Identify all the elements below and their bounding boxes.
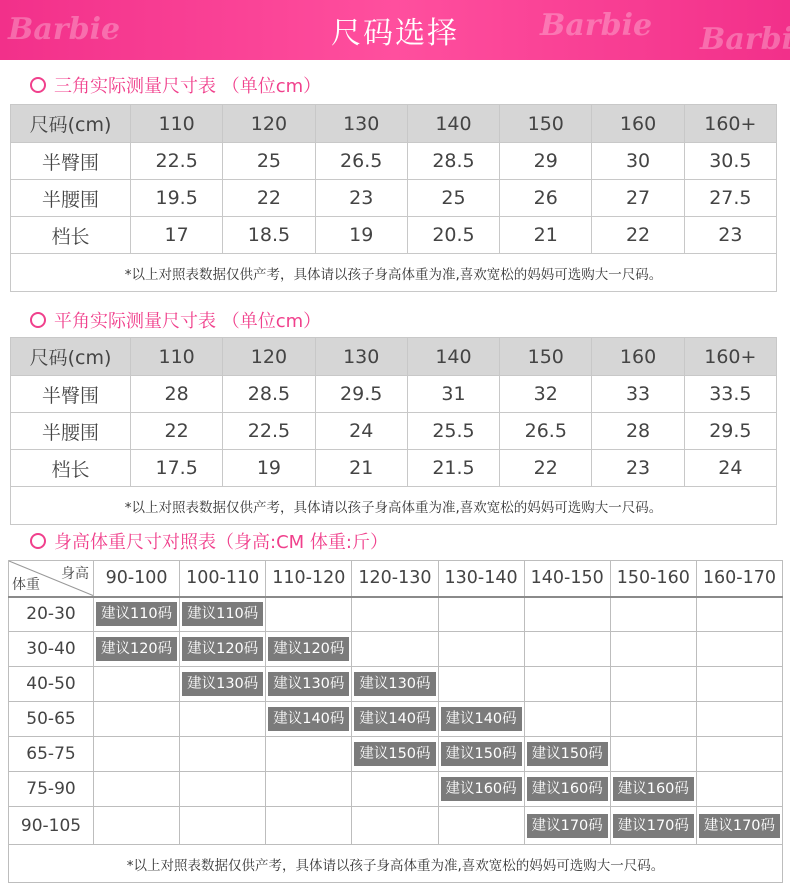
recommendation-cell xyxy=(180,667,266,702)
table-row xyxy=(9,702,783,737)
measurement-value: 22 xyxy=(223,180,315,217)
table-row xyxy=(9,772,783,807)
recommendation-cell xyxy=(524,597,610,632)
measurement-value: 17 xyxy=(131,217,223,254)
measurement-value: 31 xyxy=(407,376,499,413)
table-row xyxy=(9,632,783,667)
height-range-header: 130-140 xyxy=(438,561,524,597)
measurement-value: 26.5 xyxy=(315,143,407,180)
barbie-watermark-logo: Barbie xyxy=(8,12,121,47)
measurement-value: 24 xyxy=(315,413,407,450)
table-header-row xyxy=(11,338,777,376)
size-header-cell: 160 xyxy=(592,338,684,376)
measurement-value: 26.5 xyxy=(500,413,592,450)
table-header-row xyxy=(11,105,777,143)
size-header-cell: 110 xyxy=(131,338,223,376)
measurement-value: 22.5 xyxy=(223,413,315,450)
recommendation-cell xyxy=(352,807,438,845)
measurement-label: 半腰围 xyxy=(11,180,131,217)
size-recommendation-badge: 建议140码 xyxy=(354,707,435,731)
measurement-value: 21 xyxy=(315,450,407,487)
size-recommendation-badge: 建议150码 xyxy=(441,742,522,766)
recommendation-cell xyxy=(610,737,696,772)
recommendation-cell xyxy=(524,737,610,772)
size-header-cell: 110 xyxy=(131,105,223,143)
height-weight-table xyxy=(8,560,783,845)
measurement-value: 30.5 xyxy=(684,143,776,180)
recommendation-cell xyxy=(524,772,610,807)
size-label-header: 尺码(cm) xyxy=(11,105,131,143)
size-recommendation-badge: 建议150码 xyxy=(354,742,435,766)
height-range-header: 110-120 xyxy=(266,561,352,597)
size-header-cell: 160 xyxy=(592,105,684,143)
table-row xyxy=(9,597,783,632)
measurement-value: 19 xyxy=(315,217,407,254)
table-row xyxy=(9,667,783,702)
recommendation-cell xyxy=(266,597,352,632)
height-axis-label: 身高 xyxy=(61,566,89,582)
measurement-value: 33 xyxy=(592,376,684,413)
size-label-header: 尺码(cm) xyxy=(11,338,131,376)
measurement-value: 24 xyxy=(684,450,776,487)
recommendation-cell xyxy=(696,702,782,737)
size-recommendation-badge: 建议130码 xyxy=(182,672,263,696)
recommendation-cell xyxy=(352,772,438,807)
height-header-row xyxy=(9,561,783,597)
measurement-value: 19.5 xyxy=(131,180,223,217)
measurement-value: 17.5 xyxy=(131,450,223,487)
size-header-cell: 160+ xyxy=(684,105,776,143)
measurement-value: 21.5 xyxy=(407,450,499,487)
measurement-value: 29.5 xyxy=(684,413,776,450)
recommendation-cell xyxy=(266,702,352,737)
size-header-cell: 150 xyxy=(500,105,592,143)
recommendation-cell xyxy=(266,807,352,845)
size-recommendation-badge: 建议140码 xyxy=(441,707,522,731)
measurement-value: 28 xyxy=(131,376,223,413)
recommendation-cell xyxy=(696,597,782,632)
measurement-value: 28.5 xyxy=(407,143,499,180)
measurement-label: 档长 xyxy=(11,450,131,487)
recommendation-cell xyxy=(352,597,438,632)
size-recommendation-badge: 建议170码 xyxy=(527,814,608,838)
recommendation-cell xyxy=(610,807,696,845)
section-title-text: 三角实际测量尺寸表 （单位cm） xyxy=(54,76,322,97)
size-recommendation-badge: 建议160码 xyxy=(527,777,608,801)
section-title-text: 平角实际测量尺寸表 （单位cm） xyxy=(54,311,322,332)
recommendation-cell xyxy=(438,807,524,845)
recommendation-cell xyxy=(610,772,696,807)
size-recommendation-badge: 建议120码 xyxy=(268,637,349,661)
weight-range-label: 40-50 xyxy=(9,667,94,702)
measurement-value: 32 xyxy=(500,376,592,413)
measurement-label: 档长 xyxy=(11,217,131,254)
recommendation-cell xyxy=(524,702,610,737)
table-row xyxy=(11,217,777,254)
recommendation-cell xyxy=(352,702,438,737)
size-recommendation-badge: 建议130码 xyxy=(354,672,435,696)
recommendation-cell xyxy=(180,807,266,845)
height-range-header: 140-150 xyxy=(524,561,610,597)
table-row xyxy=(9,737,783,772)
recommendation-cell xyxy=(94,597,180,632)
section-title-briefs xyxy=(30,72,321,98)
measurement-value: 22 xyxy=(592,217,684,254)
section-title-boxers xyxy=(30,307,321,333)
circle-icon xyxy=(30,312,46,328)
footnote: *以上对照表数据仅供产考，具体请以孩子身高体重为准,喜欢宽松的妈妈可选购大一尺码。 xyxy=(11,487,777,525)
height-range-header: 120-130 xyxy=(352,561,438,597)
size-recommendation-badge: 建议150码 xyxy=(527,742,608,766)
recommendation-cell xyxy=(696,737,782,772)
measurement-value: 20.5 xyxy=(407,217,499,254)
size-header-cell: 130 xyxy=(315,105,407,143)
circle-icon xyxy=(30,533,46,549)
measurement-value: 25 xyxy=(407,180,499,217)
page-title: 尺码选择 xyxy=(331,16,459,51)
footnote: *以上对照表数据仅供产考，具体请以孩子身高体重为准,喜欢宽松的妈妈可选购大一尺码。 xyxy=(11,254,777,292)
weight-range-label: 50-65 xyxy=(9,702,94,737)
table-row xyxy=(11,143,777,180)
measurement-value: 30 xyxy=(592,143,684,180)
barbie-watermark-logo: Barbie xyxy=(700,22,812,57)
recommendation-cell xyxy=(610,597,696,632)
height-range-header: 100-110 xyxy=(180,561,266,597)
table-row xyxy=(11,376,777,413)
weight-axis-label: 体重 xyxy=(12,576,40,593)
measurement-value: 25 xyxy=(223,143,315,180)
recommendation-cell xyxy=(352,632,438,667)
table-row xyxy=(11,413,777,450)
size-recommendation-badge: 建议160码 xyxy=(441,777,522,801)
recommendation-cell xyxy=(524,667,610,702)
measurement-value: 19 xyxy=(223,450,315,487)
recommendation-cell xyxy=(610,702,696,737)
recommendation-cell xyxy=(438,597,524,632)
recommendation-cell xyxy=(180,597,266,632)
size-header-cell: 140 xyxy=(407,105,499,143)
measurement-value: 27 xyxy=(592,180,684,217)
measurement-label: 半臀围 xyxy=(11,376,131,413)
recommendation-cell xyxy=(524,807,610,845)
recommendation-cell xyxy=(696,632,782,667)
size-recommendation-badge: 建议140码 xyxy=(268,707,349,731)
section-title-height-weight xyxy=(30,528,388,554)
size-header-cell: 140 xyxy=(407,338,499,376)
measurement-value: 18.5 xyxy=(223,217,315,254)
height-range-header: 160-170 xyxy=(696,561,782,597)
measurement-value: 22 xyxy=(500,450,592,487)
recommendation-cell xyxy=(94,807,180,845)
measurement-value: 29 xyxy=(500,143,592,180)
recommendation-cell xyxy=(94,702,180,737)
measurement-value: 28.5 xyxy=(223,376,315,413)
recommendation-cell xyxy=(696,807,782,845)
measurement-value: 22 xyxy=(131,413,223,450)
section-title-text: 身高体重尺寸对照表（身高:CM 体重:斤） xyxy=(54,532,388,553)
measurement-value: 25.5 xyxy=(407,413,499,450)
briefs-size-table xyxy=(10,104,777,292)
height-range-header: 90-100 xyxy=(94,561,180,597)
measurement-value: 29.5 xyxy=(315,376,407,413)
table-row xyxy=(11,180,777,217)
recommendation-cell xyxy=(438,737,524,772)
size-header-cell: 150 xyxy=(500,338,592,376)
recommendation-cell xyxy=(696,772,782,807)
weight-range-label: 30-40 xyxy=(9,632,94,667)
recommendation-cell xyxy=(94,772,180,807)
size-recommendation-badge: 建议120码 xyxy=(96,637,177,661)
size-header-cell: 130 xyxy=(315,338,407,376)
note-row xyxy=(11,487,777,525)
recommendation-cell xyxy=(610,632,696,667)
recommendation-cell xyxy=(438,772,524,807)
header-banner xyxy=(0,0,812,60)
weight-range-label: 75-90 xyxy=(9,772,94,807)
size-recommendation-badge: 建议170码 xyxy=(699,814,780,838)
table-row xyxy=(11,450,777,487)
recommendation-cell xyxy=(438,667,524,702)
recommendation-cell xyxy=(266,632,352,667)
recommendation-cell xyxy=(94,667,180,702)
measurement-value: 23 xyxy=(684,217,776,254)
table-row xyxy=(9,807,783,845)
size-header-cell: 160+ xyxy=(684,338,776,376)
recommendation-cell xyxy=(352,667,438,702)
size-recommendation-badge: 建议120码 xyxy=(182,637,263,661)
recommendation-cell xyxy=(524,632,610,667)
boxers-size-table xyxy=(10,337,777,525)
recommendation-cell xyxy=(180,737,266,772)
size-recommendation-badge: 建议170码 xyxy=(613,814,694,838)
recommendation-cell xyxy=(352,737,438,772)
recommendation-cell xyxy=(696,667,782,702)
recommendation-cell xyxy=(180,702,266,737)
size-recommendation-badge: 建议110码 xyxy=(96,602,177,626)
recommendation-cell xyxy=(610,667,696,702)
weight-range-label: 65-75 xyxy=(9,737,94,772)
measurement-label: 半腰围 xyxy=(11,413,131,450)
measurement-value: 27.5 xyxy=(684,180,776,217)
recommendation-cell xyxy=(94,632,180,667)
recommendation-cell xyxy=(180,632,266,667)
size-header-cell: 120 xyxy=(223,105,315,143)
measurement-value: 33.5 xyxy=(684,376,776,413)
size-recommendation-badge: 建议160码 xyxy=(613,777,694,801)
recommendation-cell xyxy=(438,632,524,667)
circle-icon xyxy=(30,77,46,93)
measurement-value: 23 xyxy=(592,450,684,487)
weight-range-label: 20-30 xyxy=(9,597,94,632)
weight-range-label: 90-105 xyxy=(9,807,94,845)
measurement-value: 26 xyxy=(500,180,592,217)
note-row xyxy=(11,254,777,292)
recommendation-cell xyxy=(266,667,352,702)
footnote: *以上对照表数据仅供产考，具体请以孩子身高体重为准,喜欢宽松的妈妈可选购大一尺码。 xyxy=(8,845,783,883)
measurement-value: 23 xyxy=(315,180,407,217)
corner-cell xyxy=(9,561,94,597)
recommendation-cell xyxy=(266,772,352,807)
recommendation-cell xyxy=(438,702,524,737)
recommendation-cell xyxy=(266,737,352,772)
size-header-cell: 120 xyxy=(223,338,315,376)
measurement-value: 21 xyxy=(500,217,592,254)
measurement-value: 28 xyxy=(592,413,684,450)
recommendation-cell xyxy=(94,737,180,772)
measurement-value: 22.5 xyxy=(131,143,223,180)
measurement-label: 半臀围 xyxy=(11,143,131,180)
size-recommendation-badge: 建议110码 xyxy=(182,602,263,626)
recommendation-cell xyxy=(180,772,266,807)
size-recommendation-badge: 建议130码 xyxy=(268,672,349,696)
height-range-header: 150-160 xyxy=(610,561,696,597)
barbie-watermark-logo: Barbie xyxy=(540,8,653,43)
